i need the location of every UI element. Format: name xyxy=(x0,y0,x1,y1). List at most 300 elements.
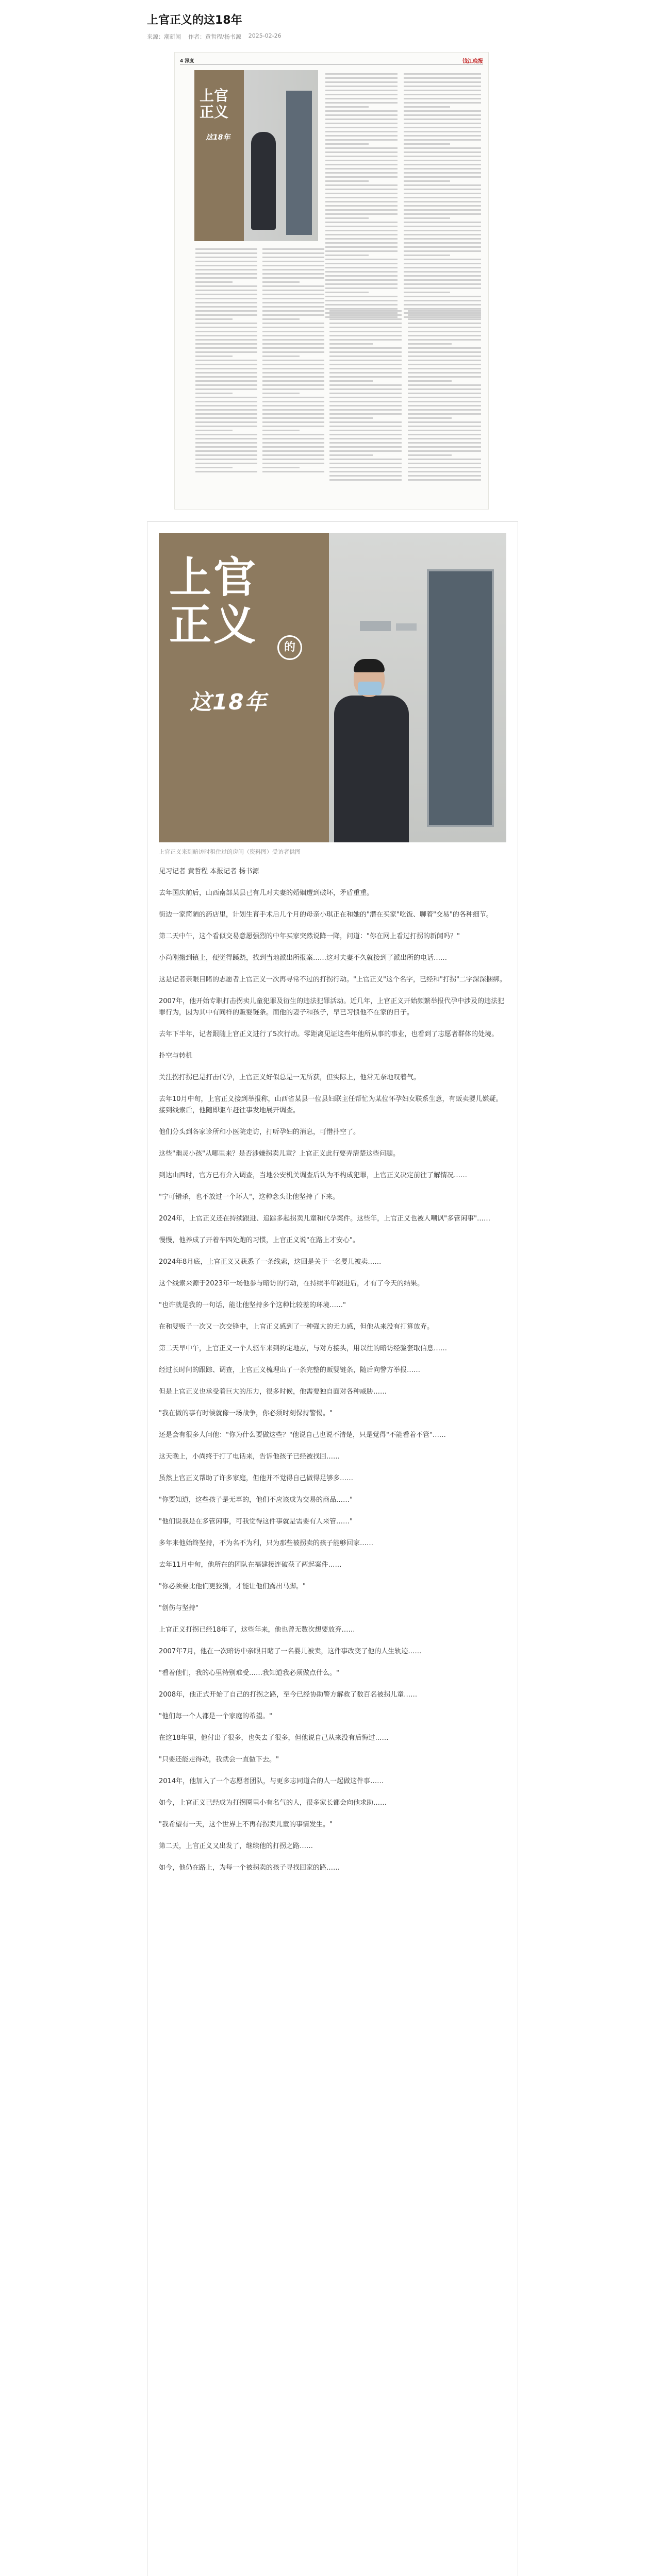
article-paragraph: 这些"幽灵小孩"从哪里来？是否涉嫌拐卖儿童？上官正义此行要弄清楚这些问题。 xyxy=(159,1150,400,1158)
newspaper-text-line xyxy=(329,397,402,398)
article-paragraph: "只要还能走得动，我就会一直做下去。" xyxy=(159,1756,279,1764)
newspaper-text-line xyxy=(262,331,324,332)
newspaper-text-line xyxy=(262,380,324,382)
newspaper-text-line xyxy=(262,446,324,448)
newspaper-text-line xyxy=(195,446,257,448)
newspaper-text-line xyxy=(195,430,233,431)
newspaper-text-line xyxy=(404,110,481,112)
newspaper-text-line xyxy=(262,335,324,336)
article-paragraph: 2007年，他开始专职打击拐卖儿童犯罪及衍生的违法犯罪活动。近几年，上官正义开始频繁举报代孕中涉及的违法犯罪行为，因为其中有同样的贩婴链条。而他的妻子和孩子，早已习惯他不在家的日子。 xyxy=(159,997,505,1016)
newspaper-text-line xyxy=(262,434,324,435)
newspaper-text-line xyxy=(329,355,402,357)
newspaper-text-line xyxy=(408,430,481,431)
newspaper-text-line xyxy=(195,331,257,332)
newspaper-text-line xyxy=(404,250,481,252)
newspaper-text-line xyxy=(408,384,481,386)
newspaper-text-line xyxy=(325,94,398,95)
newspaper-text-line xyxy=(325,279,398,281)
photo-subtitle: 这18年 xyxy=(190,689,268,715)
newspaper-text-line xyxy=(329,438,402,439)
newspaper-text-line xyxy=(404,300,481,301)
newspaper-text-line xyxy=(408,335,481,336)
newspaper-text-line xyxy=(195,281,233,283)
article-paragraph: 第二天中午，这个看似交易意愿强烈的中年买家突然说降一降，问道："你在网上看过打拐的新闻吗？" xyxy=(159,933,460,940)
newspaper-text-line xyxy=(262,467,300,468)
newspaper-text-line xyxy=(404,90,481,91)
newspaper-text-line xyxy=(329,475,402,477)
newspaper-text-line xyxy=(325,246,398,248)
newspaper-text-line xyxy=(408,355,481,357)
newspaper-text-line xyxy=(195,318,233,320)
newspaper-text-line xyxy=(262,347,324,349)
newspaper-text-line xyxy=(262,310,324,312)
newspaper-text-line xyxy=(325,193,398,194)
newspaper-text-line xyxy=(195,343,257,345)
photo-title-de: 的 xyxy=(277,635,302,660)
newspaper-text-line xyxy=(325,242,398,244)
newspaper-text-line xyxy=(325,86,398,87)
newspaper-text-line xyxy=(404,73,481,75)
newspaper-text-line xyxy=(329,401,402,402)
newspaper-text-line xyxy=(325,283,398,285)
newspaper-text-line xyxy=(408,446,481,448)
article-paragraph: "他们每一个人都是一个家庭的希望。" xyxy=(159,1713,272,1720)
newspaper-text-line xyxy=(329,450,402,452)
newspaper-text-line xyxy=(408,434,481,435)
newspaper-text-line xyxy=(262,360,324,361)
newspaper-text-line xyxy=(404,304,481,306)
newspaper-text-line xyxy=(408,351,481,353)
article-paragraph: 慢慢，他养成了开着车四处跑的习惯，上官正义说"在路上才安心"。 xyxy=(159,1236,359,1244)
newspaper-text-line xyxy=(404,222,481,223)
article-paragraph: 扑空与转机 xyxy=(159,1052,193,1060)
newspaper-text-line xyxy=(404,118,481,120)
newspaper-page-image xyxy=(174,52,489,510)
newspaper-text-line xyxy=(195,413,257,415)
article-paragraph: 去年11月中旬，他所在的团队在福建接连破获了两起案件…… xyxy=(159,1561,342,1569)
newspaper-text-line xyxy=(329,442,402,444)
newspaper-text-line xyxy=(195,360,257,361)
newspaper-text-line xyxy=(325,176,398,178)
newspaper-text-line xyxy=(404,127,481,128)
newspaper-text-line xyxy=(408,368,481,369)
newspaper-text-line xyxy=(325,77,398,79)
article-paragraph: 在这18年里，他付出了很多，也失去了很多，但他说自己从来没有后悔过…… xyxy=(159,1734,389,1742)
newspaper-text-line xyxy=(325,106,369,108)
newspaper-text-line xyxy=(325,197,398,198)
newspaper-text-line xyxy=(329,463,402,464)
newspaper-text-line xyxy=(195,397,257,398)
newspaper-text-line xyxy=(404,193,481,194)
newspaper-hero-image xyxy=(194,70,318,241)
newspaper-text-line xyxy=(408,360,481,361)
newspaper-text-line xyxy=(329,335,402,336)
article-paragraph: 但是上官正义也承受着巨大的压力，很多时候，他需要独自面对各种威胁…… xyxy=(159,1388,387,1396)
newspaper-text-line xyxy=(195,471,257,472)
newspaper-text-line xyxy=(408,372,481,374)
article-paragraph: "我希望有一天，这个世界上不再有拐卖儿童的事情发生。" xyxy=(159,1821,333,1828)
article-paragraph: 如今，上官正义已经成为打拐圈里小有名气的人，很多家长都会向他求助…… xyxy=(159,1799,387,1807)
newspaper-text-line xyxy=(408,405,481,406)
article-paragraph: 多年来他始终坚持，不为名不为利，只为那些被拐卖的孩子能够回家…… xyxy=(159,1539,374,1547)
newspaper-text-line xyxy=(195,380,257,382)
newspaper-text-line xyxy=(325,189,398,190)
newspaper-text-line xyxy=(195,285,257,287)
newspaper-text-line xyxy=(262,421,324,423)
article-paragraph: "也许就是我的一句话，能让他坚持多个这种比较差的环境……" xyxy=(159,1301,346,1309)
newspaper-column xyxy=(408,310,481,483)
newspaper-text-line xyxy=(262,294,324,295)
article-header xyxy=(147,11,518,41)
newspaper-text-line xyxy=(325,267,398,268)
newspaper-text-line xyxy=(195,294,257,295)
newspaper-text-line xyxy=(408,471,481,472)
newspaper-text-line xyxy=(404,246,481,248)
newspaper-text-line xyxy=(404,114,481,116)
newspaper-text-line xyxy=(195,364,257,365)
newspaper-text-line xyxy=(325,147,398,149)
newspaper-text-line xyxy=(195,450,257,452)
newspaper-text-line xyxy=(325,143,369,145)
newspaper-text-line xyxy=(408,397,481,398)
article-paragraph: 2014年，他加入了一个志愿者团队，与更多志同道合的人一起做这件事…… xyxy=(159,1777,384,1785)
newspaper-text-line xyxy=(325,275,398,277)
newspaper-text-line xyxy=(325,118,398,120)
newspaper-text-line xyxy=(195,335,257,336)
newspaper-text-line xyxy=(195,277,257,279)
article-author: 作者：黄哲程/杨书源 xyxy=(188,33,241,40)
newspaper-text-line xyxy=(195,463,257,464)
newspaper-text-line xyxy=(325,300,398,301)
newspaper-text-line xyxy=(325,123,398,124)
newspaper-text-line xyxy=(195,459,257,460)
newspaper-text-line xyxy=(195,438,257,439)
newspaper-text-line xyxy=(408,421,481,423)
newspaper-text-line xyxy=(262,290,324,291)
newspaper-text-line xyxy=(404,308,481,310)
newspaper-text-line xyxy=(404,180,450,182)
newspaper-text-line xyxy=(262,351,324,353)
newspaper-text-line xyxy=(325,81,398,83)
article-paragraph: "我在做的事有时候就像一场战争，你必须时刻保持警惕。" xyxy=(159,1410,333,1417)
newspaper-text-line xyxy=(404,296,481,297)
newspaper-text-line xyxy=(325,255,369,256)
newspaper-text-line xyxy=(404,189,481,190)
article-paragraph: 2007年7月，他在一次暗访中亲眼目睹了一名婴儿被卖，这件事改变了他的人生轨迹…… xyxy=(159,1648,422,1655)
article-title: 上官正义的这18年 xyxy=(147,14,242,27)
newspaper-text-line xyxy=(325,172,398,174)
newspaper-text-line xyxy=(195,323,257,324)
newspaper-text-line xyxy=(404,287,481,289)
newspaper-text-line xyxy=(329,318,402,320)
newspaper-text-line xyxy=(329,405,402,406)
newspaper-text-line xyxy=(325,213,398,215)
article-paragraph: 上官正义打拐已经18年了，这些年来，他也曾无数次想要放弃…… xyxy=(159,1626,355,1634)
newspaper-text-line xyxy=(404,255,450,256)
newspaper-text-line xyxy=(262,343,324,345)
newspaper-text-line xyxy=(404,226,481,227)
newspaper-text-line xyxy=(325,127,398,128)
newspaper-text-line xyxy=(408,475,481,477)
newspaper-text-line xyxy=(195,269,257,270)
newspaper-text-line xyxy=(195,368,257,369)
newspaper-text-line xyxy=(325,160,398,161)
article-paragraph: 2024年8月底，上官正义又获悉了一条线索，这回是关于一名婴儿被卖…… xyxy=(159,1258,382,1266)
newspaper-text-line xyxy=(408,327,481,328)
newspaper-text-line xyxy=(329,331,402,332)
newspaper-text-line xyxy=(262,417,324,419)
newspaper-text-line xyxy=(325,139,398,141)
newspaper-text-line xyxy=(262,450,324,452)
newspaper-text-line xyxy=(404,201,481,202)
newspaper-hero-sub: 这18年 xyxy=(206,133,230,142)
newspaper-text-line xyxy=(404,131,481,132)
article-paragraph: "创伤与坚持" xyxy=(159,1604,198,1612)
newspaper-text-line xyxy=(262,430,300,431)
newspaper-text-line xyxy=(404,217,450,219)
newspaper-text-line xyxy=(325,102,398,104)
newspaper-text-line xyxy=(325,287,398,289)
newspaper-text-line xyxy=(325,292,369,293)
newspaper-text-line xyxy=(329,384,402,386)
newspaper-text-line xyxy=(325,238,398,240)
newspaper-text-line xyxy=(195,384,257,386)
newspaper-text-line xyxy=(325,209,398,211)
newspaper-text-line xyxy=(195,339,257,341)
newspaper-text-line xyxy=(262,372,324,374)
photo-person-hair xyxy=(354,659,385,672)
article-photo xyxy=(159,533,506,842)
newspaper-text-line xyxy=(195,265,257,266)
newspaper-text-line xyxy=(408,339,481,341)
newspaper-column xyxy=(404,73,481,320)
newspaper-text-line xyxy=(262,261,324,262)
article-paragraph: 2008年，他正式开始了自己的打拐之路，至今已经协助警方解救了数百名被拐儿童…… xyxy=(159,1691,418,1699)
newspaper-text-line xyxy=(404,81,481,83)
newspaper-text-line xyxy=(325,114,398,116)
newspaper-text-line xyxy=(195,376,257,378)
newspaper-text-line xyxy=(325,205,398,207)
newspaper-text-line xyxy=(262,277,324,279)
newspaper-text-line xyxy=(262,459,324,460)
newspaper-text-line xyxy=(262,426,324,427)
newspaper-hero-figure xyxy=(251,132,276,230)
newspaper-header xyxy=(180,57,483,65)
newspaper-text-line xyxy=(195,434,257,435)
newspaper-text-line xyxy=(262,265,324,266)
newspaper-text-line xyxy=(404,176,481,178)
article-paragraph: "宁可错杀，也不放过一个坏人"，这种念头让他坚持了下来。 xyxy=(159,1193,339,1201)
article-paragraph: 到达山西时，官方已有介入调查，当地公安机关调查后认为不构成犯罪，上官正义决定前往了解情况…… xyxy=(159,1172,468,1179)
newspaper-text-line xyxy=(408,364,481,365)
newspaper-text-line xyxy=(262,442,324,444)
newspaper-text-line xyxy=(325,90,398,91)
newspaper-text-line xyxy=(195,426,257,427)
newspaper-text-line xyxy=(325,296,398,297)
newspaper-text-line xyxy=(329,388,402,390)
newspaper-text-line xyxy=(329,434,402,435)
newspaper-text-line xyxy=(195,372,257,374)
newspaper-text-line xyxy=(262,269,324,270)
article-paragraph: 在和婴贩子一次又一次交锋中，上官正义感到了一种强大的无力感，但他从来没有打算放弃。 xyxy=(159,1323,434,1331)
newspaper-text-line xyxy=(408,413,481,415)
newspaper-text-line xyxy=(325,168,398,170)
newspaper-text-line xyxy=(329,347,402,349)
newspaper-text-line xyxy=(195,298,257,299)
newspaper-text-line xyxy=(195,409,257,411)
newspaper-text-line xyxy=(404,238,481,240)
newspaper-hero-title: 上官 正义 xyxy=(200,87,229,121)
newspaper-text-line xyxy=(408,323,481,324)
newspaper-text-line xyxy=(329,310,402,312)
newspaper-text-line xyxy=(404,98,481,99)
newspaper-text-line xyxy=(408,442,481,444)
newspaper-text-line xyxy=(404,139,481,141)
newspaper-text-line xyxy=(325,259,398,260)
newspaper-text-line xyxy=(329,323,402,324)
article-paragraph: 这是记者亲眼目睹的志愿者上官正义一次再寻常不过的打拐行动。"上官正义"这个名字，已经和"打拐"二字深深捆绑。 xyxy=(159,976,506,984)
newspaper-text-line xyxy=(408,380,452,382)
newspaper-text-line xyxy=(325,135,398,137)
newspaper-text-line xyxy=(195,314,257,316)
newspaper-text-line xyxy=(262,339,324,341)
photo-title: 上官 正义 xyxy=(169,553,258,650)
newspaper-text-line xyxy=(329,360,402,361)
newspaper-text-line xyxy=(404,151,481,153)
door-plate xyxy=(360,621,391,631)
newspaper-text-line xyxy=(325,234,398,235)
article-paragraph: 第二天早中午，上官正义一个人驱车来到约定地点，与对方接头，用以往的暗访经验套取信息…… xyxy=(159,1345,448,1352)
newspaper-column xyxy=(195,248,257,475)
newspaper-text-line xyxy=(195,327,257,328)
article-paragraph: 第二天，上官正义又出发了，继续他的打拐之路…… xyxy=(159,1842,313,1850)
newspaper-text-line xyxy=(329,446,402,448)
newspaper-text-line xyxy=(408,401,481,402)
newspaper-text-line xyxy=(329,430,402,431)
newspaper-text-line xyxy=(329,327,402,328)
newspaper-text-line xyxy=(329,339,402,341)
newspaper-text-line xyxy=(262,405,324,406)
newspaper-text-line xyxy=(325,304,398,306)
article-paragraph: 这个线索来源于2023年一场他参与暗访的行动，在持续半年跟进后，才有了今天的结果。 xyxy=(159,1280,424,1287)
newspaper-text-line xyxy=(329,380,373,382)
newspaper-text-line xyxy=(404,86,481,87)
newspaper-text-line xyxy=(404,135,481,137)
newspaper-text-line xyxy=(262,252,324,254)
newspaper-text-line xyxy=(262,323,324,324)
newspaper-text-line xyxy=(262,454,324,456)
newspaper-text-line xyxy=(404,259,481,260)
newspaper-text-line xyxy=(404,156,481,157)
newspaper-text-line xyxy=(329,454,373,456)
newspaper-text-line xyxy=(408,310,481,312)
newspaper-text-line xyxy=(195,421,257,423)
newspaper-text-line xyxy=(325,131,398,132)
newspaper-text-line xyxy=(325,250,398,252)
newspaper-text-line xyxy=(404,292,450,293)
newspaper-text-line xyxy=(329,471,402,472)
newspaper-text-line xyxy=(262,318,300,320)
newspaper-text-line xyxy=(404,147,481,149)
newspaper-column xyxy=(262,248,324,475)
newspaper-text-line xyxy=(329,426,402,427)
newspaper-text-line xyxy=(195,405,257,406)
newspaper-text-line xyxy=(408,454,452,456)
newspaper-logo: 钱江晚报 xyxy=(462,59,483,64)
newspaper-text-line xyxy=(325,156,398,157)
article-date: 2025-02-26 xyxy=(248,32,282,39)
newspaper-text-line xyxy=(262,281,300,283)
newspaper-text-line xyxy=(329,421,402,423)
newspaper-text-line xyxy=(262,384,324,386)
newspaper-text-line xyxy=(329,467,402,468)
newspaper-text-line xyxy=(329,351,402,353)
newspaper-text-line xyxy=(325,151,398,153)
newspaper-text-line xyxy=(195,302,257,303)
newspaper-text-line xyxy=(408,479,481,481)
newspaper-text-line xyxy=(195,388,257,390)
newspaper-text-line xyxy=(329,372,402,374)
newspaper-text-line xyxy=(262,401,324,402)
newspaper-text-line xyxy=(262,376,324,378)
newspaper-text-line xyxy=(404,279,481,281)
newspaper-text-line xyxy=(325,164,398,165)
newspaper-text-line xyxy=(404,184,481,186)
newspaper-text-line xyxy=(408,467,481,468)
newspaper-text-line xyxy=(408,388,481,390)
article-paragraph: 2024年，上官正义还在持续跟进、追踪多起拐卖儿童和代孕案件。这些年，上官正义也被人嘲讽"多管闲事"…… xyxy=(159,1215,491,1223)
newspaper-hero-door xyxy=(286,91,312,235)
newspaper-text-line xyxy=(408,450,481,452)
newspaper-text-line xyxy=(195,467,233,468)
article-paragraph: 去年下半年，记者跟随上官正义进行了5次行动。零距离见证这些年他所从事的事业，也看到了志愿者群体的处境。 xyxy=(159,1030,499,1038)
newspaper-text-line xyxy=(408,331,481,332)
article-paragraph: 去年10月中旬，上官正义接到举报称，山西省某县一位县妇联主任帮忙为某位怀孕妇女联系生意，有贩卖婴儿嫌疑。接到线索后，他随即驱车赶往事发地展开调查。 xyxy=(159,1095,503,1114)
newspaper-text-line xyxy=(329,409,402,411)
newspaper-text-line xyxy=(262,409,324,411)
newspaper-text-line xyxy=(195,393,233,394)
newspaper-text-line xyxy=(325,180,369,182)
newspaper-text-line xyxy=(325,98,398,99)
newspaper-text-line xyxy=(262,388,324,390)
newspaper-text-line xyxy=(262,413,324,415)
newspaper-text-line xyxy=(404,242,481,244)
article-paragraph: "他们说我是在多管闲事，可我觉得这件事就是需要有人来管……" xyxy=(159,1518,353,1526)
newspaper-text-line xyxy=(404,172,481,174)
newspaper-text-line xyxy=(329,417,373,419)
newspaper-text-line xyxy=(325,217,369,219)
newspaper-text-line xyxy=(404,267,481,268)
newspaper-text-line xyxy=(195,257,257,258)
newspaper-text-line xyxy=(404,143,450,145)
newspaper-text-line xyxy=(329,314,402,316)
newspaper-text-line xyxy=(404,271,481,273)
newspaper-text-line xyxy=(404,263,481,264)
newspaper-text-line xyxy=(325,73,398,75)
newspaper-text-line xyxy=(325,222,398,223)
article-paragraph: 虽然上官正义帮助了许多家庭，但他并不觉得自己做得足够多…… xyxy=(159,1475,354,1482)
newspaper-text-line xyxy=(262,438,324,439)
newspaper-column xyxy=(325,73,398,320)
newspaper-section: 4 深度 xyxy=(180,59,194,64)
newspaper-text-line xyxy=(408,318,481,320)
article-paragraph: 小尚刚搬到镇上，便觉得蹊跷，找到当地派出所报案……这对夫妻不久就接到了派出所的电话…… xyxy=(159,954,448,962)
newspaper-text-line xyxy=(329,479,402,481)
newspaper-text-line xyxy=(195,310,257,312)
door-plate-small xyxy=(396,623,417,631)
newspaper-column xyxy=(329,310,402,483)
newspaper-text-line xyxy=(329,459,402,460)
